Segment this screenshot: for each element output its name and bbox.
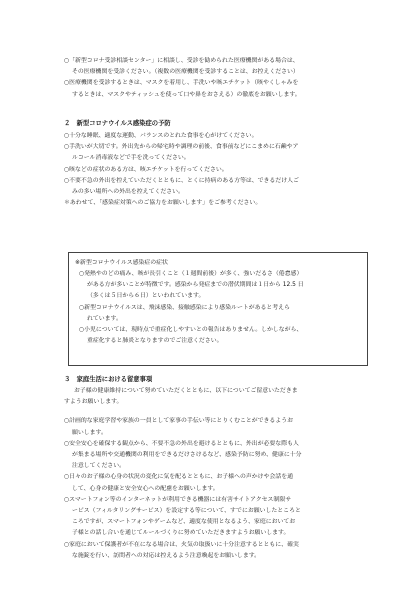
note-line: （多くは５日から６日）といわれています。 xyxy=(87,293,205,300)
section-3-heading: ３ 家庭生活における留意事項 xyxy=(64,376,153,383)
note-line: れています。 xyxy=(87,315,122,322)
sec3-line: ○日々のお子様の心身の状況の変化に気を配るとともに、お子様への声かけや会話を通 xyxy=(64,474,293,481)
intro-section xyxy=(64,56,380,101)
intro-line: ○「新型コロナ受診相談センター」に相談し、受診を勧められた医療機関がある場合は、 xyxy=(64,58,299,64)
sec2-line: ルコール消毒液などで手を洗ってください。 xyxy=(72,155,190,162)
intro-line: するときは、マスクやティッシュを使って口や鼻をおさえる）の徹底をお願いします。 xyxy=(72,91,301,98)
note-line: ○新型コロナウイルスは、飛沫感染、接触感染により感染ルートがあると考えら xyxy=(79,304,290,311)
sec2-line: ○不要不急の外出を控えていただくとともに、とくに持病のある方等は、できるだけ人ご xyxy=(64,177,299,184)
sec3-line: 注意してください。 xyxy=(72,463,126,470)
note-title: ※新型コロナウイルス感染症の症状 xyxy=(75,260,168,266)
sec3-line: 子様との話し合いを通じてルールづくりに努めていただきますようお願いします。 xyxy=(72,530,290,537)
note-line: ○発熱やのどの痛み、咳が長引くこと（１週間前後）が多く、強いだるさ（倦怠感） xyxy=(79,271,303,277)
sec2-line: ○手洗いが大切です。外出先からの帰宅時や調理の前後、食事前などにこまめに石鹸やア xyxy=(64,144,299,151)
sec2-line: ＊あわせて、「感染症対策へのご協力をお願いします」をご参考ください。 xyxy=(64,200,262,207)
sec3-line: ○計画的な家庭学習や家族の一員として家事の手伝い等にとりくむことができるようお xyxy=(64,418,293,425)
sec3-line: ○安全安心を確保する観点から、不要不急の外出を避けるとともに、外出が必要な際も人 xyxy=(64,440,299,447)
section-3-body xyxy=(64,386,380,562)
note-line: ○小児については、現時点で重症化しやすいとの報告はありません。しかしながら、 xyxy=(79,327,303,334)
note-line: 重症化すると肺炎となりますのでご注意ください。 xyxy=(87,338,223,345)
sec3-lead-line: すようお願いします。 xyxy=(64,399,123,406)
sec2-line: ○十分な睡眠、適度な運動、バランスのとれた食事を心がけてください。 xyxy=(64,133,258,139)
sec3-line: 願いします。 xyxy=(72,429,107,436)
intro-line: その医療機関を受診ください。（複数の医療機関を受診することは、お控えください） xyxy=(72,69,299,76)
sec3-line: ○スマートフォン等のインターネットが利用できる機器には有害サイトアクセス制限サ xyxy=(64,496,292,503)
section-2-body xyxy=(64,131,380,209)
sec3-line: な施錠を行い、訪問者への対応は控えるよう注意喚起をお願いします。 xyxy=(72,552,261,559)
sec3-line: ころですが、スマートフォンやゲームなど、適度な使用となるよう、家庭においてお xyxy=(72,519,296,526)
note-line: がある方が多いことが特徴です。感染から発症までの潜伏期間は１日から 12.5 日 xyxy=(87,282,304,289)
intro-line: ○医療機関を受診するときは、マスクを着用し、手洗いや咳エチケット（咳やくしゃみを xyxy=(64,80,299,87)
symptoms-note-box xyxy=(68,252,368,366)
section-2-heading: ２ 新型コロナウイルス感染症の予防 xyxy=(64,120,171,127)
sec3-lead-line: お子様の健康維持について努めていただくとともに、以下についてご留意いただきま xyxy=(74,388,298,394)
sec3-line: ービス（フィルタリングサービス）を設定する等について、すでにお願いしたところと xyxy=(72,508,301,515)
sec2-line: ○咳などの症状のある方は、咳エチケットを行ってください。 xyxy=(64,166,228,173)
sec3-line: が集まる場所や交通機関の利用をできるだけさけるなど、感染予防に努め、健康に十分 xyxy=(72,452,302,459)
sec2-line: みの多い場所への外出を控えてください。 xyxy=(72,189,184,196)
sec3-line: ○家庭において保護者が不在になる場合は、火気の取扱いに十分注意するとともに、確実 xyxy=(64,541,299,548)
sec3-line: して、心身の健康と安全安心への配慮をお願いします。 xyxy=(72,485,219,492)
